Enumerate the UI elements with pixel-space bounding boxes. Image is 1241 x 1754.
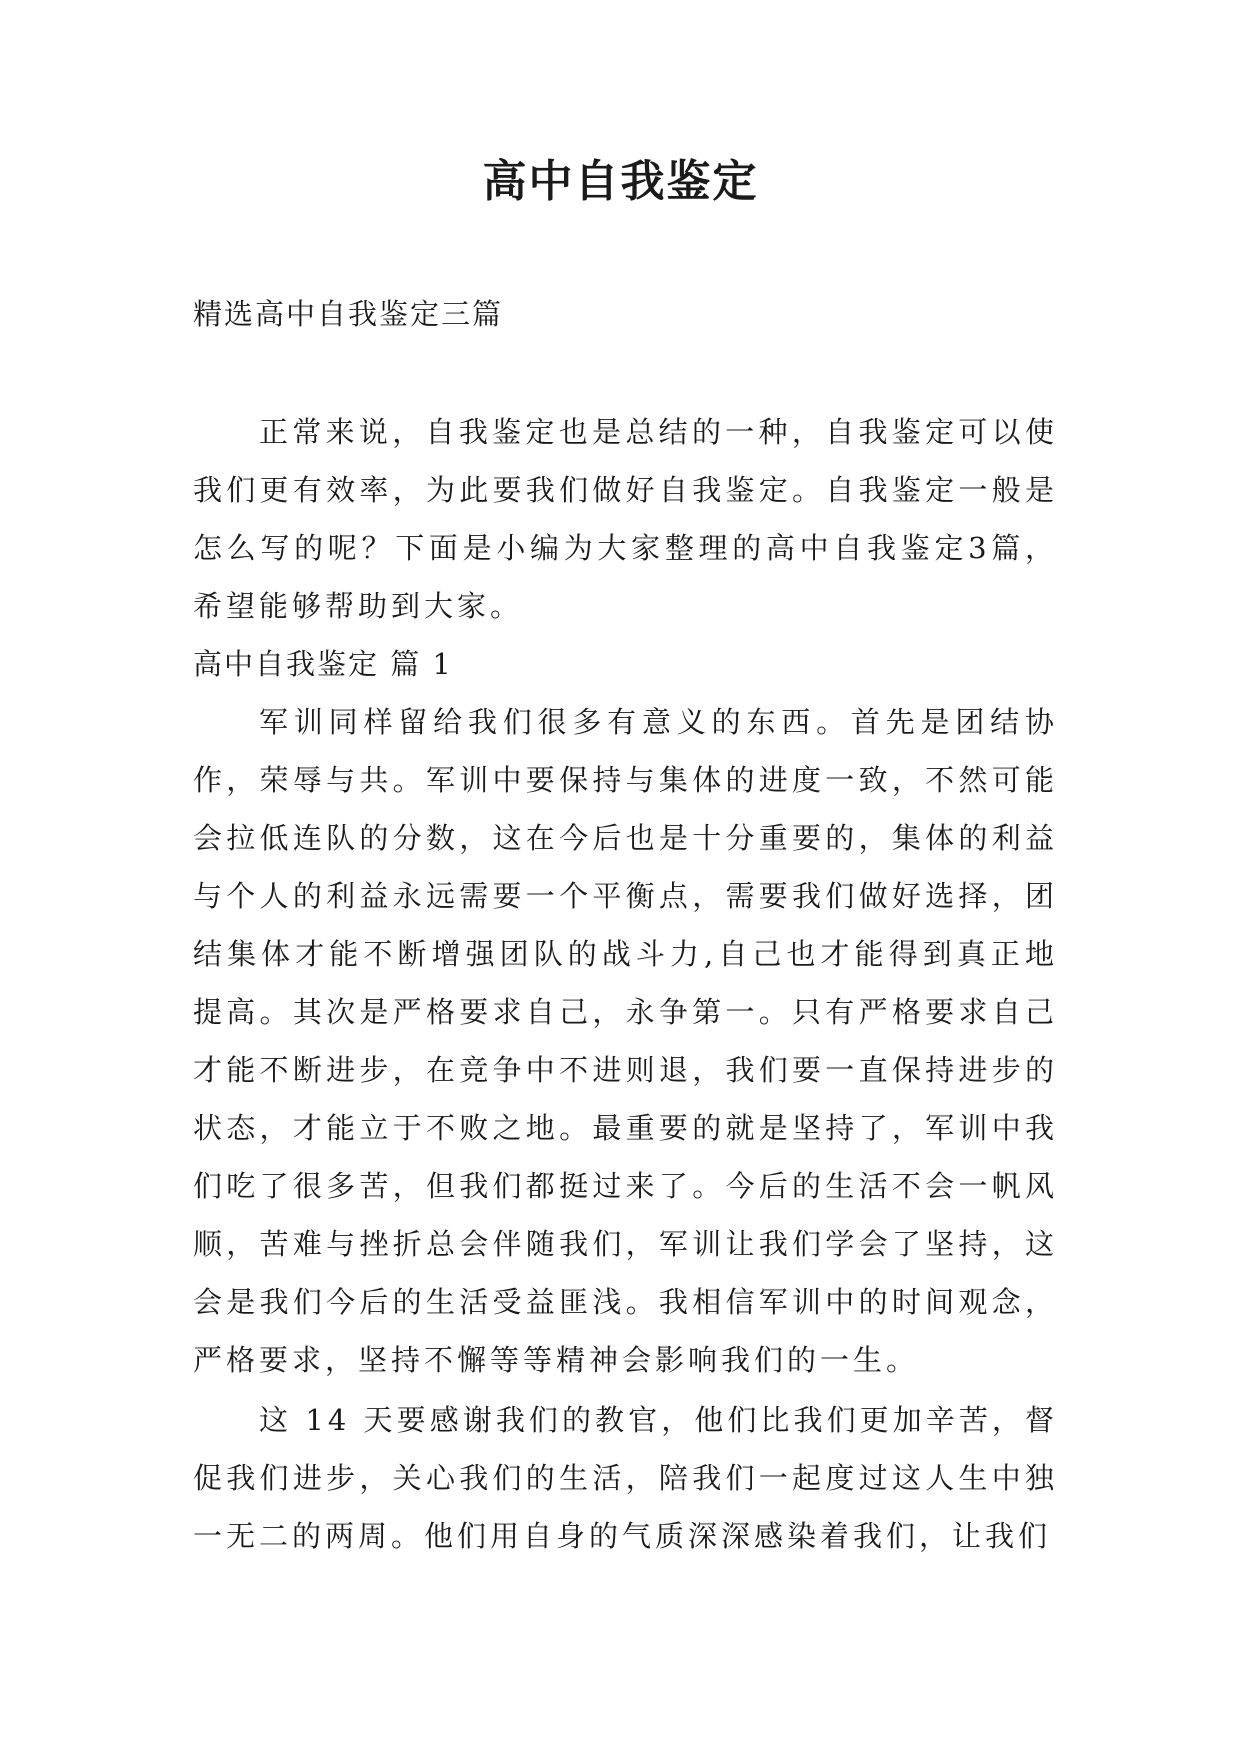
body-paragraph-2: 这 14 天要感谢我们的教官，他们比我们更加辛苦，督促我们进步，关心我们的生活，陪我们一起度过这人生中独一无二的两周。他们用自身的气质深深感染着我们，让我们 [193,1403,1058,1553]
section-heading: 高中自我鉴定 篇 1 [193,647,453,681]
intro-paragraph: 正常来说，自我鉴定也是总结的一种，自我鉴定可以使我们更有效率，为此要我们做好自我鉴定。自我鉴定一般是怎么写的呢？下面是小编为大家整理的高中自我鉴定3篇，希望能够帮助到大家。 [193,415,1058,623]
document-title: 高中自我鉴定 [482,156,759,207]
document-subtitle: 精选高中自我鉴定三篇 [193,297,504,331]
body-paragraph-1: 军训同样留给我们很多有意义的东西。首先是团结协作，荣辱与共。军训中要保持与集体的进度一致，不然可能会拉低连队的分数，这在今后也是十分重要的，集体的利益与个人的利益永远需要一个平衡点，需要我们做好选择，团结集体才能不断增强团队的战斗力,自己也才能得到真正地提高。其次是严格要求自己，永争第一。只有严格要求自己才能不断进步，在竞争中不进则退，我们要一直保持进步的状态，才能立于不败之地。最重要的就是坚持了，军训中我们吃了很多苦，但我们都挺过来了。今后的生活不会一帆风顺，苦难与挫折总会伴随我们，军训让我们学会了坚持，这会是我们今后的生活受益匪浅。我相信军训中的时间观念，严格要求，坚持不懈等等精神会影响我们的一生。 [193,705,1058,1377]
